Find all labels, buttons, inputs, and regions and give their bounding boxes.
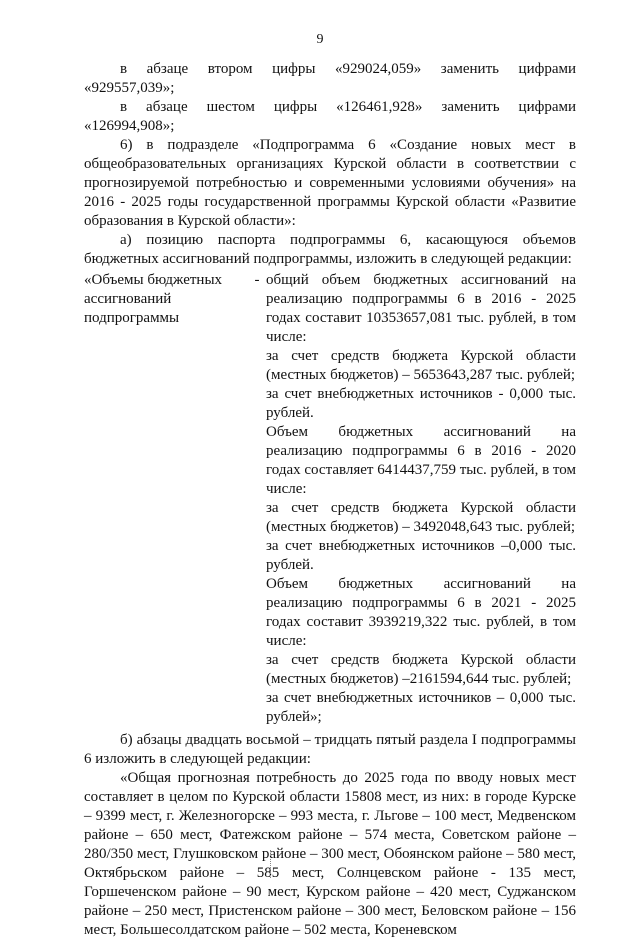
passport-line: за счет внебюджетных источников – 0,000 тыс. рублей»; <box>266 690 576 725</box>
passport-line: за счет средств бюджета Курской области (местных бюджетов) – 5653643,287 тыс. рублей; <box>266 348 576 383</box>
passport-content <box>266 271 576 727</box>
paragraph-section-1-amend: б) абзацы двадцать восьмой – тридцать пятый раздела I подпрограммы 6 изложить в следующей редакции: <box>84 732 576 767</box>
page-number: 9 <box>316 32 324 47</box>
passport-line: за счет средств бюджета Курской области (местных бюджетов) –2161594,644 тыс. рублей; <box>266 652 576 687</box>
passport-line: Объем бюджетных ассигнований на реализацию подпрограммы 6 в 2021 - 2025 годах составит 3939219,322 тыс. рублей, в том числе: <box>266 576 576 649</box>
passport-label: «Объемы бюджетных ассигнований подпрограммы <box>84 272 223 326</box>
paragraph-forecast-need: «Общая прогнозная потребность до 2025 года по вводу новых мест составляет в целом по Курской области 15808 мест, из них: в городе Курске – 9399 мест, г. Железногорске – 993 места, г. Льгове – 100 мест, Медвенском районе – 650 мест, Фатежском районе – 574 места, Советском районе – 280/350 мест, Глушковском районе – 300 мест, Обоянском районе – 580 мест, Октябрьском районе – 585 мест, Солнцевском районе - 135 мест, Горшеченском районе – 90 мест, Курском районе – 420 мест, Суджанском районе – 250 мест, Пристенском районе – 300 мест, Беловском районе – 156 мест, Большесолдатском районе – 502 места, Кореневском <box>84 770 576 938</box>
document-body <box>84 60 576 940</box>
paragraph-amend-second-cont: «929557,039»; <box>84 80 175 96</box>
passport-table <box>84 271 576 727</box>
passport-line: Объем бюджетных ассигнований на реализацию подпрограммы 6 в 2016 - 2020 годах составляет 6414437,759 тыс. рублей, в том числе: <box>266 424 576 497</box>
scan-fold-mark <box>270 850 272 878</box>
passport-line: общий объем бюджетных ассигнований на реализацию подпрограммы 6 в 2016 - 2025 годах составит 10353657,081 тыс. рублей, в том числе: <box>266 272 576 345</box>
paragraph-subsection-6: 6) в подразделе «Подпрограмма 6 «Создание новых мест в общеобразовательных организациях Курской области в соответствии с прогнозируемой потребностью и современными условиями обучения» на 2016 - 2025 годы государственной программы Курской области «Развитие образования в Курской области»: <box>84 137 576 229</box>
paragraph-amend-second: в абзаце втором цифры «929024,059» заменить цифрами <box>120 61 576 77</box>
paragraph-amend-sixth-cont: «126994,908»; <box>84 118 175 134</box>
passport-dash: - <box>254 272 260 288</box>
passport-line: за счет внебюджетных источников - 0,000 тыс. рублей. <box>266 386 576 421</box>
paragraph-amend-sixth: в абзаце шестом цифры «126461,928» заменить цифрами <box>120 99 576 115</box>
passport-line: за счет внебюджетных источников –0,000 тыс. рублей. <box>266 538 576 573</box>
paragraph-passport-position: а) позицию паспорта подпрограммы 6, касающуюся объемов бюджетных ассигнований подпрограммы, изложить в следующей редакции: <box>84 232 576 267</box>
passport-line: за счет средств бюджета Курской области (местных бюджетов) – 3492048,643 тыс. рублей; <box>266 500 576 535</box>
